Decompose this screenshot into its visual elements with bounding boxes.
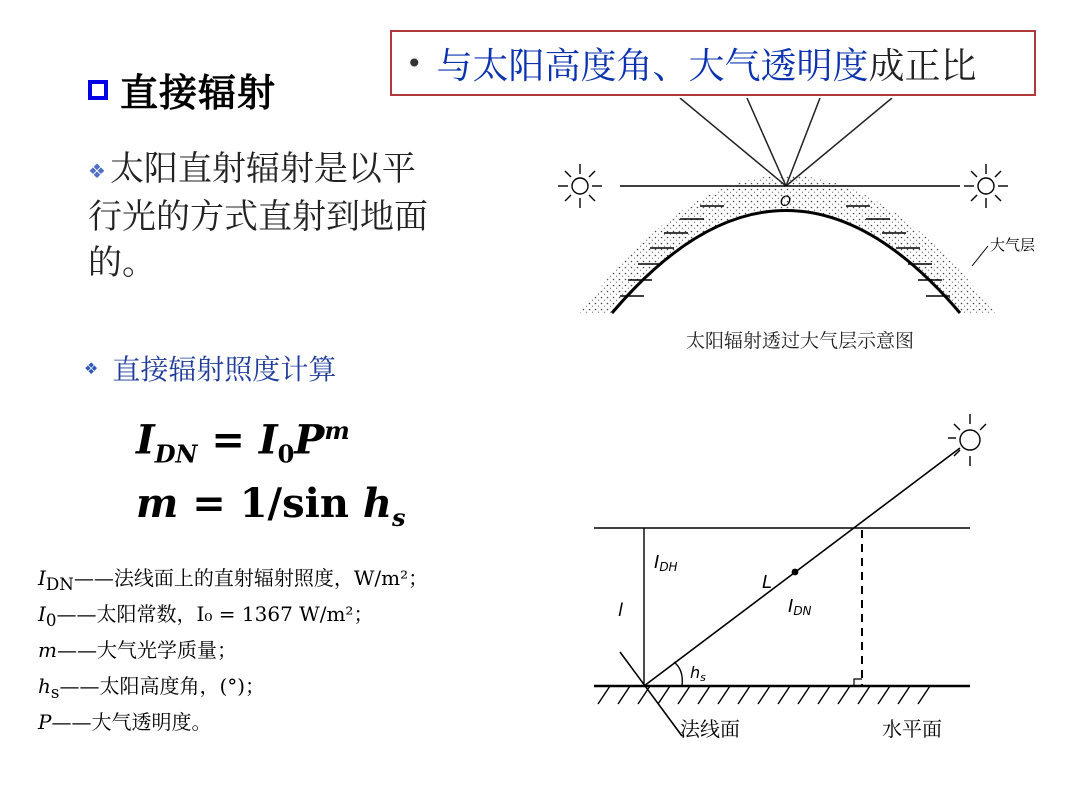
- diamond-bullet-icon: ❖: [88, 158, 106, 183]
- diamond-bullet-icon: ❖: [84, 358, 99, 378]
- callout-rest: 成正比: [868, 45, 977, 87]
- sun-ray-line: [644, 448, 960, 686]
- sun-icon: [948, 414, 986, 466]
- label-idn: IDN: [788, 596, 812, 618]
- formula-superscript: m: [324, 416, 350, 445]
- square-bullet-icon: [88, 80, 108, 100]
- callout-text: [437, 38, 977, 89]
- formula-idn: [136, 416, 350, 468]
- sun-icon: [558, 164, 602, 208]
- label-l: l: [618, 600, 624, 621]
- legend-desc: ——太阳常数，I₀ = 1367 W/m²；: [56, 602, 374, 626]
- atmosphere-label: 大气层: [990, 236, 1036, 254]
- formula-symbol: P: [294, 416, 325, 464]
- legend-symbol: I: [38, 602, 46, 626]
- legend-row: [38, 704, 428, 740]
- ray-arrow-marker: [792, 569, 799, 576]
- subheading: [84, 348, 336, 388]
- radiation-geometry-diagram: [570, 400, 990, 780]
- slide-title: [88, 62, 276, 117]
- label-L: L: [762, 572, 773, 593]
- label-idh: IDH: [654, 552, 678, 574]
- paragraph-text: 太阳直射辐射是以平行光的方式直射到地面的。: [88, 149, 428, 283]
- callout-box: [390, 30, 1036, 96]
- subheading-text: 直接辐射照度计算: [112, 353, 337, 386]
- title-text: 直接辐射: [120, 71, 277, 115]
- formula-m: [136, 480, 405, 532]
- origin-label: O: [780, 194, 792, 210]
- formula-equals: =: [211, 416, 245, 464]
- formula-function: sin: [282, 480, 363, 527]
- callout-highlight: 与太阳高度角、大气透明度: [436, 45, 869, 87]
- legend-row: [38, 668, 428, 704]
- legend-desc: ——大气光学质量；: [56, 638, 237, 662]
- legend-desc: ——太阳高度角，(°)；: [59, 674, 266, 698]
- legend-row: [38, 632, 428, 668]
- legend-subscript: DN: [45, 575, 74, 594]
- diagram-caption: 太阳辐射透过大气层示意图: [685, 330, 914, 352]
- incoming-rays: [680, 98, 892, 186]
- legend-subscript: s: [50, 683, 60, 702]
- legend-symbol: m: [38, 638, 57, 662]
- formula-subscript: 0: [277, 439, 295, 469]
- sun-icon: [940, 164, 1008, 208]
- formula-symbol: m: [136, 480, 179, 527]
- atmosphere-diagram: [540, 98, 1060, 348]
- label-hs: hs: [690, 663, 706, 684]
- formula-symbol: I: [136, 416, 155, 464]
- normal-plane-label: 法线面: [680, 717, 740, 741]
- legend-desc: ——大气透明度。: [51, 710, 212, 734]
- legend-desc: ——法线面上的直射辐射照度，W/m²；: [73, 566, 429, 590]
- horizontal-plane-label: 水平面: [882, 717, 942, 741]
- callout-bullet: •: [406, 46, 423, 80]
- legend-symbol: P: [38, 710, 52, 734]
- legend-symbol: h: [38, 674, 51, 698]
- intro-paragraph: [88, 146, 428, 286]
- formula-symbol: h: [362, 480, 392, 527]
- atmosphere-leader-line: [972, 246, 988, 266]
- formula-symbol: I: [258, 416, 278, 464]
- legend-row: [38, 596, 428, 632]
- legend-row: [38, 560, 428, 596]
- legend-symbol: I: [38, 566, 46, 590]
- formula-subscript: s: [391, 503, 406, 532]
- formula-operator: = 1/: [178, 480, 283, 527]
- legend-subscript: 0: [45, 611, 57, 630]
- symbol-legend: [38, 560, 428, 740]
- formula-subscript: DN: [154, 439, 198, 469]
- angle-arc: [674, 662, 682, 686]
